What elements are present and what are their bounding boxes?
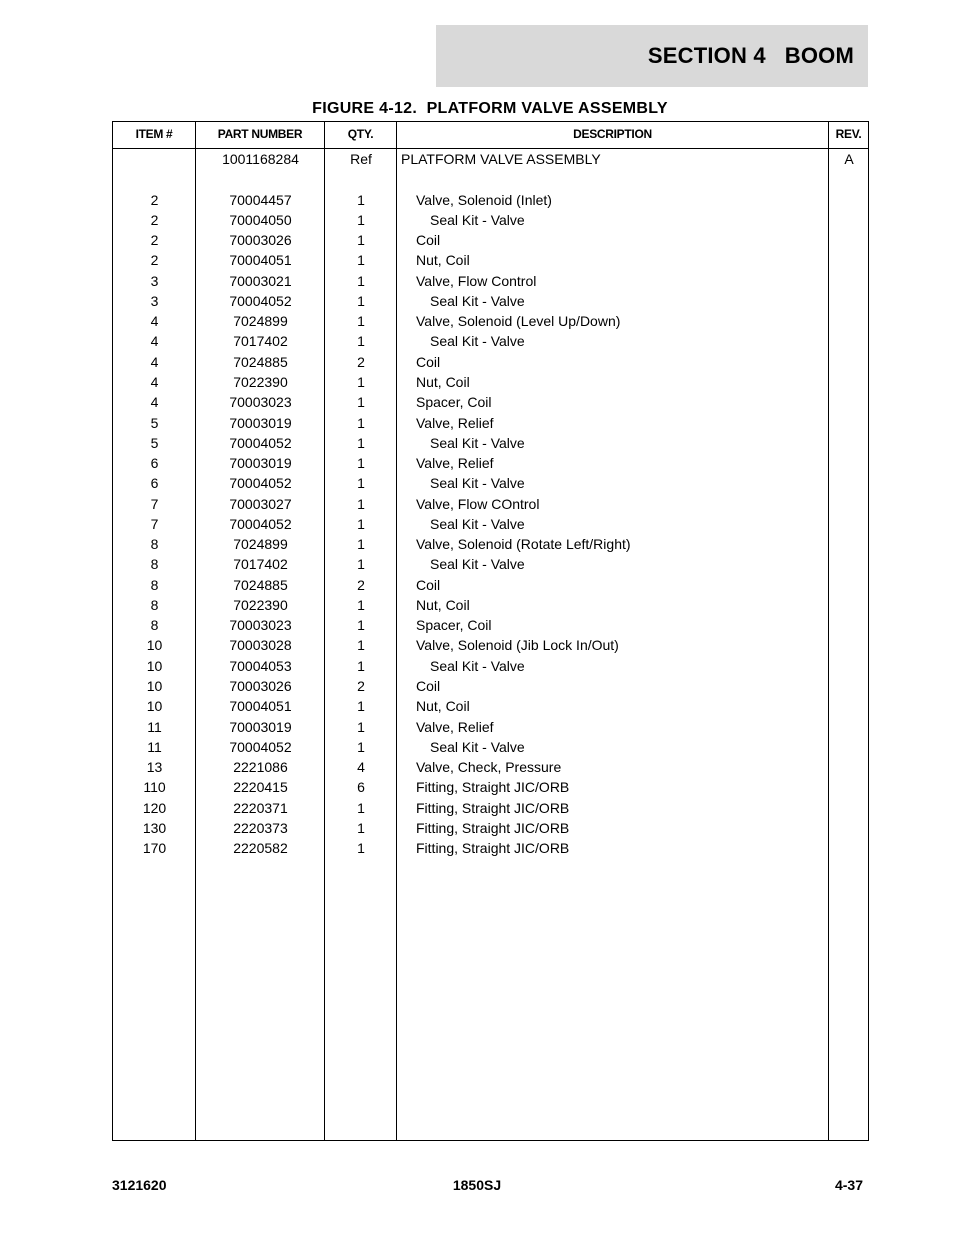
table-row [113,635,868,655]
description-cell: Spacer, Coil [416,617,492,634]
section-banner [436,25,868,87]
item-number-cell: 11 [147,718,162,735]
part-number-cell: 70004052 [229,434,292,451]
part-number-cell: 2220415 [233,779,288,796]
table-row [113,311,868,331]
quantity-cell: 1 [357,373,365,390]
part-number-cell: 2220373 [233,819,288,836]
description-cell: Fitting, Straight JIC/ORB [416,779,570,796]
item-number-cell: 10 [146,698,163,715]
table-row [113,210,868,230]
item-number-cell: 4 [150,373,159,390]
header-quantity: QTY. [347,127,374,141]
item-number-cell: 130 [142,819,167,836]
item-number-cell: 8 [150,596,159,613]
item-number-cell: 7 [150,515,159,532]
part-number-cell: 70004053 [229,657,292,674]
table-row [113,453,868,473]
table-row [113,250,868,270]
part-number-cell: 70003028 [229,637,292,654]
table-row [113,271,868,291]
table-row [113,230,868,250]
part-number-cell: 2220582 [233,840,288,857]
table-row [113,190,868,210]
item-number-cell: 5 [150,434,159,451]
table-row [113,372,868,392]
part-number-cell: 70004052 [229,515,292,532]
item-number-cell: 170 [142,840,167,857]
table-row [113,554,868,574]
quantity-cell: 1 [357,657,365,674]
table-row [113,838,868,858]
description-cell: PLATFORM VALVE ASSEMBLY [401,151,601,167]
item-number-cell: 120 [142,799,167,816]
table-row [113,473,868,493]
quantity-cell: 1 [357,637,365,654]
table-row [113,717,868,737]
part-number-cell: 7024885 [233,576,288,593]
description-cell: Nut, Coil [416,252,470,269]
item-number-cell: 3 [150,272,159,289]
description-cell: Nut, Coil [416,698,470,715]
description-cell: Fitting, Straight JIC/ORB [416,819,570,836]
header-revision: REV. [835,127,862,141]
part-number-cell: 70003026 [229,232,292,249]
part-number-cell: 70004457 [229,191,292,208]
description-cell: Spacer, Coil [416,394,492,411]
quantity-cell: 1 [357,819,365,836]
description-cell: Fitting, Straight JIC/ORB [416,799,570,816]
description-cell: Valve, Relief [416,718,494,735]
item-number-cell: 2 [150,232,159,249]
item-number-cell: 10 [146,678,163,695]
part-number-cell: 7022390 [233,596,288,613]
table-row [113,352,868,372]
item-number-cell: 4 [150,313,159,330]
item-number-cell: 8 [150,556,159,573]
table-row [113,676,868,696]
quantity-cell: 1 [357,475,365,492]
item-number-cell: 13 [146,759,163,776]
part-number-cell: 70003023 [229,394,292,411]
quantity-cell: 1 [357,434,365,451]
part-number-cell: 2220371 [233,799,288,816]
description-cell: Coil [416,576,441,593]
description-cell: Seal Kit - Valve [430,211,525,228]
table-row [113,291,868,311]
quantity-cell: 1 [357,292,365,309]
quantity-cell: 1 [357,840,365,857]
table-row [113,737,868,757]
part-number-cell: 7017402 [233,556,288,573]
part-number-cell: 7024899 [233,536,288,553]
part-number-cell: 7024899 [233,313,288,330]
part-number-cell: 70004052 [229,738,292,755]
table-row [113,656,868,676]
table-row [113,169,868,189]
table-row [113,413,868,433]
figure-title: FIGURE 4-12. PLATFORM VALVE ASSEMBLY [312,100,668,117]
part-number-cell: 70003026 [229,678,292,695]
description-cell: Valve, Solenoid (Jib Lock In/Out) [416,637,619,654]
header-part-number: PART NUMBER [217,127,303,141]
description-cell: Valve, Solenoid (Level Up/Down) [416,313,621,330]
description-cell: Seal Kit - Valve [430,434,525,451]
item-number-cell: 2 [150,211,159,228]
quantity-cell: 1 [357,515,365,532]
description-cell: Seal Kit - Valve [430,738,525,755]
part-number-cell: 70003027 [229,495,292,512]
description-cell: Seal Kit - Valve [430,292,525,309]
quantity-cell: 1 [357,596,365,613]
description-cell: Valve, Flow Control [416,272,537,289]
quantity-cell: 1 [357,252,365,269]
description-cell: Nut, Coil [416,373,470,390]
quantity-cell: 1 [357,617,365,634]
section-title: SECTION 4 BOOM [647,43,854,68]
description-cell: Coil [416,678,441,695]
table-row [113,494,868,514]
table-row [113,696,868,716]
description-cell: Valve, Relief [416,455,494,472]
item-number-cell: 4 [150,353,159,370]
part-number-cell: 7017402 [233,333,288,350]
table-row [113,534,868,554]
description-cell: Nut, Coil [416,596,470,613]
item-number-cell: 2 [150,191,159,208]
description-cell: Coil [416,232,441,249]
item-number-cell: 10 [146,637,163,654]
description-cell: Seal Kit - Valve [430,515,525,532]
table-row [113,433,868,453]
description-cell: Valve, Solenoid (Inlet) [416,191,552,208]
quantity-cell: 1 [357,394,365,411]
quantity-cell: 1 [357,211,365,228]
table-row [113,615,868,635]
description-cell: Fitting, Straight JIC/ORB [416,840,570,857]
description-cell: Valve, Flow COntrol [416,495,540,512]
table-row [113,757,868,777]
table-row [113,514,868,534]
item-number-cell: 7 [150,495,159,512]
part-number-cell: 7024885 [233,353,288,370]
quantity-cell: 1 [357,536,365,553]
description-cell: Coil [416,353,441,370]
item-number-cell: 110 [143,779,166,796]
footer-model: 1850SJ [452,1177,502,1193]
quantity-cell: 1 [357,333,365,350]
item-number-cell: 5 [150,414,159,431]
part-number-cell: 70004052 [229,475,292,492]
description-cell: Seal Kit - Valve [430,556,525,573]
table-row [113,777,868,797]
part-number-cell: 70004052 [229,292,292,309]
part-number-cell: 70003023 [229,617,292,634]
quantity-cell: 1 [357,455,365,472]
part-number-cell: 70003021 [229,272,292,289]
item-number-cell: 6 [150,475,159,492]
footer-page-number: 4-37 [834,1177,863,1193]
description-cell: Valve, Check, Pressure [416,759,562,776]
table-row [113,798,868,818]
item-number-cell: 6 [150,455,159,472]
part-number-cell: 70003019 [229,718,292,735]
table-header [113,122,868,149]
quantity-cell: 1 [357,414,365,431]
header-description: DESCRIPTION [573,127,652,141]
part-number-cell: 70003019 [229,414,292,431]
table-row [113,149,868,169]
item-number-cell: 10 [146,657,163,674]
quantity-cell: 1 [357,698,365,715]
quantity-cell: 1 [357,191,365,208]
part-number-cell: 7022390 [233,373,288,390]
part-number-cell: 70004051 [229,698,292,715]
quantity-cell: 1 [357,738,365,755]
table-row [113,575,868,595]
revision-cell: A [844,151,854,167]
table-row [113,392,868,412]
description-cell: Seal Kit - Valve [430,657,525,674]
item-number-cell: 2 [150,252,159,269]
quantity-cell: 1 [357,232,365,249]
item-number-cell: 3 [150,292,159,309]
table-row [113,331,868,351]
header-item-number: ITEM # [135,127,173,141]
description-cell: Seal Kit - Valve [430,333,525,350]
part-number-cell: 1001168284 [222,151,299,167]
part-number-cell: 70004050 [229,211,292,228]
quantity-cell: 6 [357,779,365,796]
table-row [113,818,868,838]
part-number-cell: 70004051 [229,252,292,269]
item-number-cell: 11 [147,738,162,755]
item-number-cell: 8 [150,536,159,553]
description-cell: Valve, Relief [416,414,494,431]
quantity-cell: Ref [350,151,372,167]
item-number-cell: 4 [150,394,159,411]
part-number-cell: 70003019 [229,455,292,472]
quantity-cell: 1 [357,313,365,330]
quantity-cell: 1 [357,556,365,573]
quantity-cell: 2 [357,576,365,593]
table-row [113,595,868,615]
quantity-cell: 1 [357,495,365,512]
quantity-cell: 1 [357,718,365,735]
quantity-cell: 4 [357,759,365,776]
quantity-cell: 2 [357,353,365,370]
item-number-cell: 4 [150,333,159,350]
description-cell: Valve, Solenoid (Rotate Left/Right) [416,536,631,553]
footer-manual-number: 3121620 [112,1177,167,1193]
item-number-cell: 8 [150,576,159,593]
parts-table [112,121,869,1141]
quantity-cell: 1 [357,272,365,289]
item-number-cell: 8 [150,617,159,634]
quantity-cell: 1 [357,799,365,816]
quantity-cell: 2 [357,678,365,695]
description-cell: Seal Kit - Valve [430,475,525,492]
part-number-cell: 2221086 [233,759,288,776]
